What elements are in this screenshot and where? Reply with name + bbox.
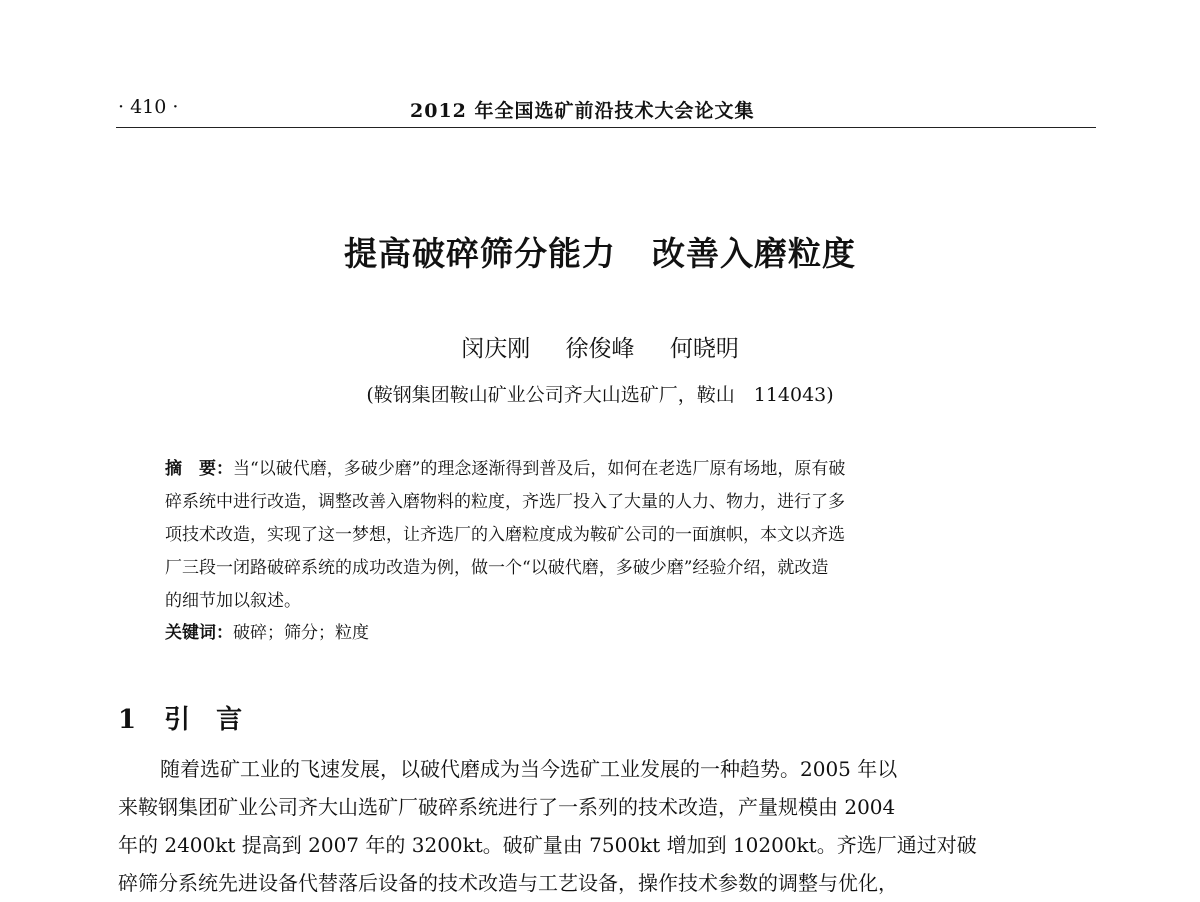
abstract-label: 摘 要： bbox=[165, 459, 233, 479]
abstract-line: 碎系统中进行改造，调整改善入磨物料的粒度，齐选厂投入了大量的人力、物力，进行了多 bbox=[165, 492, 845, 512]
body-line: 来鞍钢集团矿业公司齐大山选矿厂破碎系统进行了一系列的技术改造，产量规模由 2004 bbox=[118, 795, 896, 819]
author: 何晓明 bbox=[669, 336, 739, 362]
header-rule bbox=[116, 127, 1096, 128]
running-header: 2012 年全国选矿前沿技术大会论文集 bbox=[410, 100, 755, 122]
page-number: · 410 · bbox=[118, 96, 179, 118]
keywords bbox=[165, 618, 369, 643]
keywords-text: 破碎；筛分；粒度 bbox=[233, 623, 369, 643]
body-line: 年的 2400kt 提高到 2007 年的 3200kt。破矿量由 7500kt 增加到 10200kt。齐选厂通过对破 bbox=[118, 833, 977, 857]
paper-title bbox=[0, 228, 1200, 275]
body-line: 随着选矿工业的飞速发展，以破代磨成为当今选矿工业发展的一种趋势。2005 年以 bbox=[160, 757, 898, 781]
section-number: 1 bbox=[118, 705, 137, 735]
abstract-text: 当“以破代磨，多破少磨”的理念逐渐得到普及后，如何在老选厂原有场地，原有破 bbox=[233, 459, 846, 479]
abstract-line: 厂三段一闭路破碎系统的成功改造为例，做一个“以破代磨，多破少磨”经验介绍，就改造 bbox=[165, 558, 829, 578]
abstract-line: 的细节加以叙述。 bbox=[165, 591, 301, 611]
body-line: 碎筛分系统先进设备代替落后设备的技术改造与工艺设备，操作技术参数的调整与优化， bbox=[118, 871, 898, 895]
author: 闵庆刚 bbox=[461, 336, 531, 362]
author: 徐俊峰 bbox=[565, 336, 635, 362]
section-heading bbox=[118, 699, 270, 736]
body-paragraph bbox=[118, 750, 1098, 902]
section-title: 引 言 bbox=[164, 705, 243, 735]
keywords-label: 关键词： bbox=[165, 623, 233, 643]
affiliation: (鞍钢集团鞍山矿业公司齐大山选矿厂，鞍山 114043) bbox=[366, 384, 834, 406]
title-part-1: 提高破碎筛分能力 bbox=[344, 234, 616, 273]
abstract bbox=[165, 453, 1045, 618]
abstract-line bbox=[165, 453, 1045, 486]
title-part-2: 改善入磨粒度 bbox=[652, 234, 856, 273]
abstract-line: 项技术改造，实现了这一梦想，让齐选厂的入磨粒度成为鞍矿公司的一面旗帜，本文以齐选 bbox=[165, 525, 845, 545]
author-list bbox=[0, 330, 1200, 363]
